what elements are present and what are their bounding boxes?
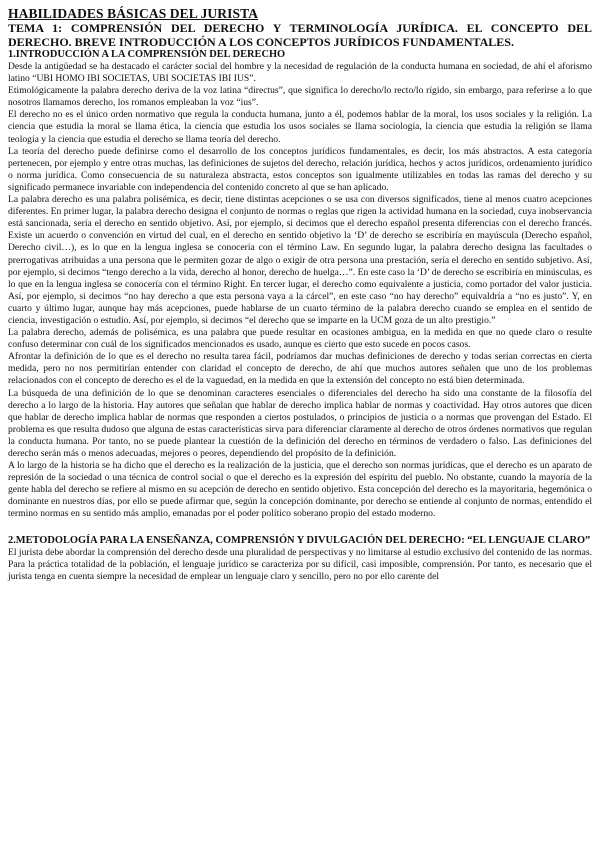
paragraph-ambiguedad: La palabra derecho, además de polisémica, es una palabra que puede resultar en ocasiones ambigua, en la medida en que no quede claro o resulte confuso determinar con cuál de los significados mencionados es usado, aunque es cierto que esto sucede en pocos casos. xyxy=(8,327,592,351)
topic-title: TEMA 1: COMPRENSIÓN DEL DERECHO Y TERMINOLOGÍA JURÍDICA. EL CONCEPTO DEL DERECHO. BREVE INTRODUCCIÓN A LOS CONCEPTOS JURÍDICOS FUNDAMENTALES. xyxy=(8,21,592,49)
paragraph-caracteres-esenciales: La búsqueda de una definición de lo que se denominan caracteres esenciales o diferenciales del derecho ha sido una constante de la filosofía del derecho a lo largo de la historia. Hay autores que señalan que hablar de derecho implica hablar de normas y coactividad. Hay otros autores que dicen que hablar de derecho implica hablar de normas que responden a ciertos postulados, o principios de justicia o a normas que provengan del Estado. El problema es que resulta dudoso que alguna de estas características sirva para diferenciar claramente al derecho de otros órdenes normativos que regulan la conducta humana. Por tanto, no se puede plantear la cuestión de la definición del derecho en términos de verdadero o falso. Las definiciones del derecho serán más o menos adecuadas, mejores o peores, dependiendo del propósito de la definición. xyxy=(8,387,592,459)
paragraph-aforismo: Desde la antigüedad se ha destacado el carácter social del hombre y la necesidad de regulación de la conducta humana en sociedad, de ahí el aforismo latino “UBI HOMO IBI SOCIETAS, UBI SOCIETAS IBI IUS”. xyxy=(8,61,592,85)
paragraph-vaguedad: Afrontar la definición de lo que es el derecho no resulta tarea fácil, podríamos dar muchas definiciones de derecho y todas serían correctas en cierta medida, pero no nos permitirían entender con claridad el concepto de derecho, de ahí que muchos autores señalen que uno de los problemas relacionados con el concepto de derecho es el de la vaguedad, en la medida en que la extensión del concepto no está bien determinada. xyxy=(8,351,592,387)
paragraph-teoria-derecho: La teoría del derecho puede definirse como el desarrollo de los conceptos jurídicos fundamentales, es decir, los más abstractos. A esta categoría pertenecen, por ejemplo y entre otras muchas, las definiciones de sujetos del derecho, relación jurídica, hechos y actos jurídicos, ordenamiento jurídico o norma jurídica. Como consecuencia de su naturaleza abstracta, estos conceptos son igualmente utilizables en todas las ramas del derecho y su significado permanece invariable con independencia del contenido concreto al que se han aplicado. xyxy=(8,145,592,193)
paragraph-pluralidad-perspectivas: El jurista debe abordar la comprensión del derecho desde una pluralidad de perspectivas y no limitarse al estudio exclusivo del contenido de las normas. xyxy=(8,546,592,558)
section-1-heading: 1.INTRODUCCIÓN A LA COMPRENSIÓN DEL DERECHO xyxy=(8,49,286,60)
paragraph-polisemia: La palabra derecho es una palabra polisémica, es decir, tiene distintas acepciones o se usa con diversos significados, tiene al menos cuatro acepciones diferentes. En primer lugar, la palabra derecho designa el conjunto de normas o reglas que rigen la actividad humana en la sociedad, cuya inobservancia está sancionada, sería el derecho en sentido objetivo. Así, por ejemplo, si decimos que el derecho español presenta diferencias con el derecho francés. Existe un acuerdo o convención en virtud del cual, en el derecho en sentido objetivo la ‘D’ de derecho se escribiría en mayúscula (Derecho español, Derecho civil…), es lo que en la lengua inglesa se conocería con el término Law. En segundo lugar, la palabra derecho designa las facultades o prerrogativas atribuidas a una persona que le permiten gozar de algo o exigir de otra persona una prestación, sería el derecho en sentido subjetivo. Así, por ejemplo, si decimos “tengo derecho a la vida, derecho al honor, derecho de huelga…”. En este caso la ‘D’ de derecho se escribiría en minúsculas, es lo que en la lengua inglesa se conocería con el término Right. En tercer lugar, el derecho como equivalente a justicia, como portador del valor justicia. Así, por ejemplo, si decimos “no hay derecho a que esta persona vaya a la cárcel”, en este caso “no hay derecho” equivaldría a “no es justo”. Y, en cuarto y último lugar, aunque hay más acepciones, puede hablarse de un cuarto término de la palabra derecho cuando se emplea en el sentido de ciencia, investigación o estudio. Así, por ejemplo, si decimos “el derecho que se imparte en la UCM goza de un alto prestigio.” xyxy=(8,194,592,326)
document-title: HABILIDADES BÁSICAS DEL JURISTA xyxy=(8,6,259,21)
paragraph-concepcion-dominante: A lo largo de la historia se ha dicho que el derecho es la realización de la justicia, que el derecho son normas jurídicas, que el derecho es un aparato de represión de la sociedad o una técnica de control social o que el derecho es la expresión del espíritu del pueblo. No obstante, cuando la mayoría de la gente habla del derecho se refiere al mismo en su acepción de derecho en sentido objetivo. Esta concepción del derecho es la mayoritaria, hegemónica o dominante en nuestros días, por ello se puede afirmar que, según la concepción dominante, por derecho se entiende al conjunto de normas, entendido el termino normas en su sentido más amplio, emanadas por el poder político soberano propio del estado moderno. xyxy=(8,460,592,520)
section-2-heading: 2.METODOLOGÍA PARA LA ENSEÑANZA, COMPRENSIÓN Y DIVULGACIÓN DEL DERECHO: “EL LENGUAJE CLARO” xyxy=(8,534,591,546)
paragraph-lenguaje-claro: Para la práctica totalidad de la población, el lenguaje jurídico se caracteriza por su difícil, casi imposible, comprensión. Por tanto, es necesario que el jurista tenga en cuenta siempre la necesidad de emplear un lenguaje claro y sencillo, pero no por ello carente del xyxy=(8,558,592,582)
paragraph-etimologia: Etimológicamente la palabra derecho deriva de la voz latina “directus”, que significa lo derecho/lo recto/lo rígido, sin embargo, para referirse a lo que nosotros llamamos derecho, los romanos empleaban la voz “ius”. xyxy=(8,85,592,109)
paragraph-ordenes-normativos: El derecho no es el único orden normativo que regula la conducta humana, junto a él, podemos hablar de la moral, los usos sociales y la religión. La ciencia que estudia la moral se llama ética, la ciencia que estudia los usos sociales se llama sociología, la ciencia que estudia la religión se llama teología y la ciencia que estudia el derecho se llama teoría del derecho. xyxy=(8,109,592,145)
